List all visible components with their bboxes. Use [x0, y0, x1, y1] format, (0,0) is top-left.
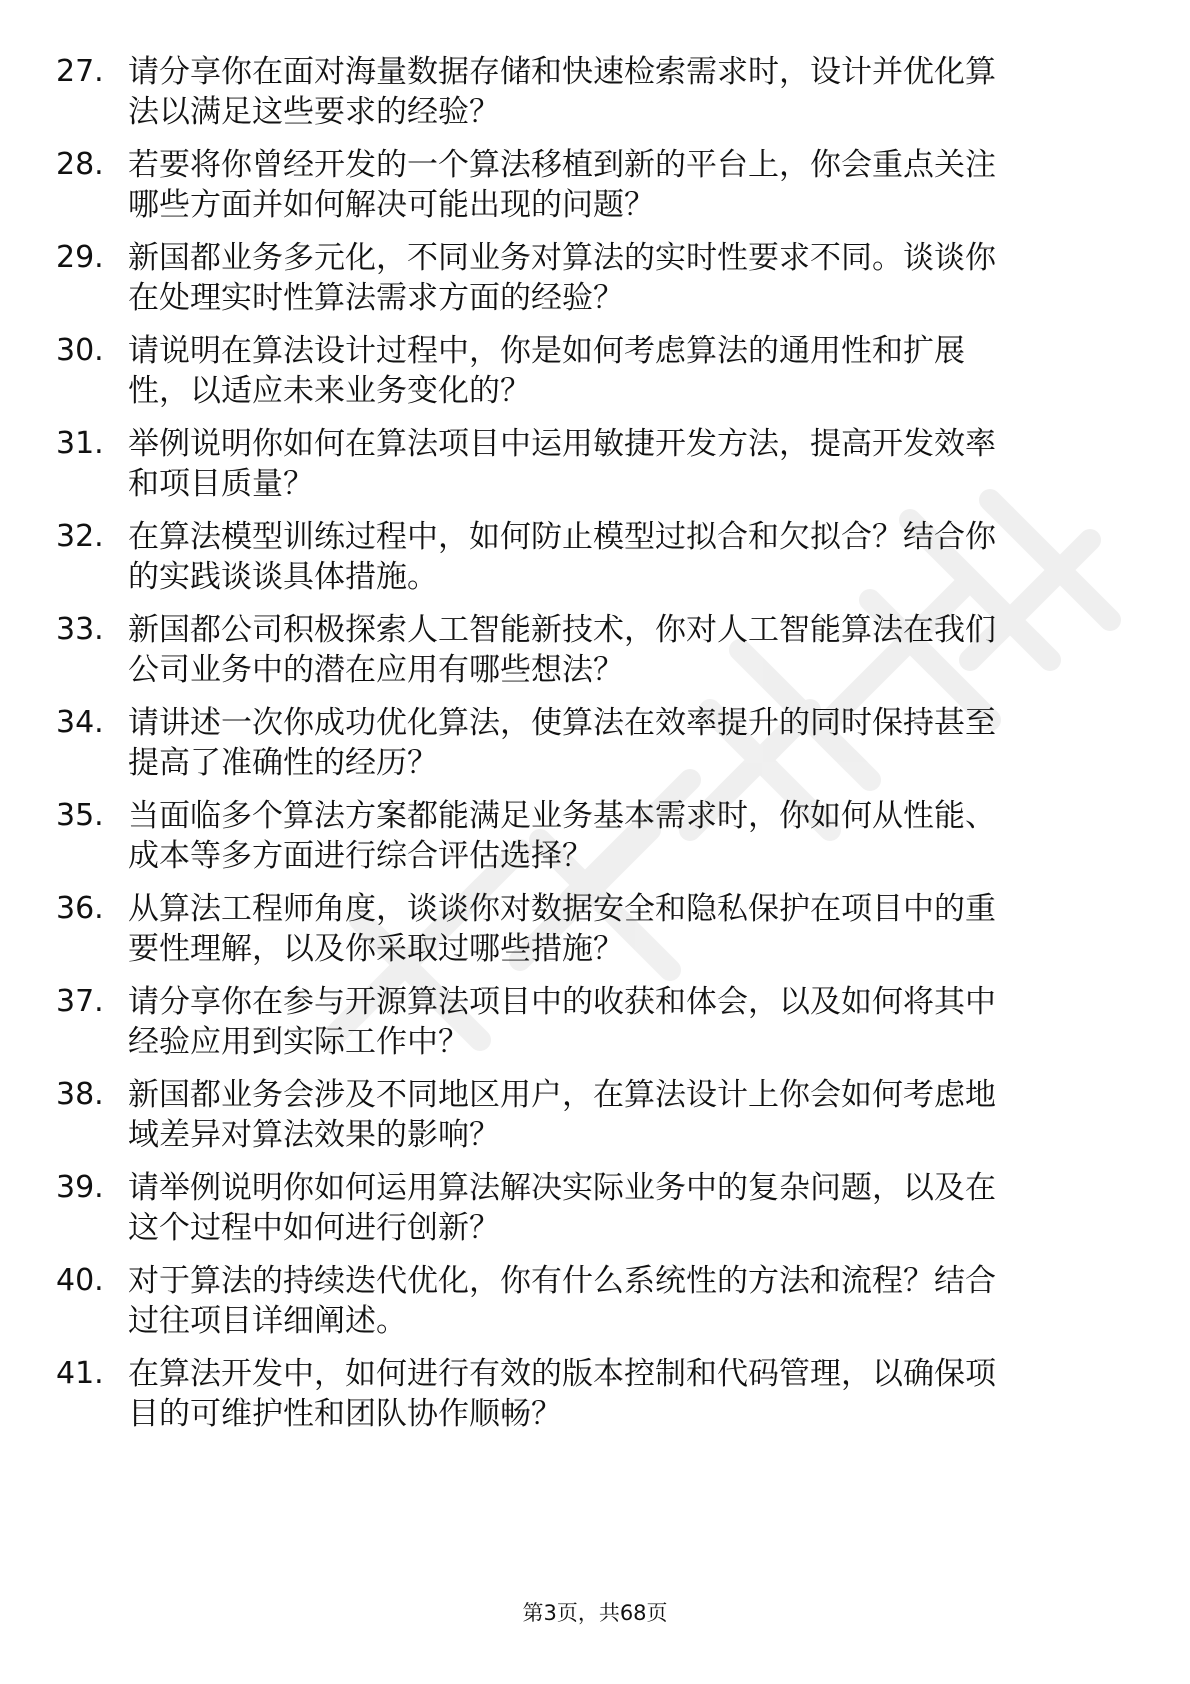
question-text: [128, 52, 1108, 132]
question-number: 36.: [56, 891, 104, 926]
question-line: 要性理解，以及你采取过哪些措施？: [128, 931, 624, 967]
question-line: 从算法工程师角度，谈谈你对数据安全和隐私保护在项目中的重: [128, 891, 996, 927]
question-line: 性，以适应未来业务变化的？: [128, 373, 531, 409]
question-number: 38.: [56, 1077, 104, 1112]
question-line: 新国都业务多元化，不同业务对算法的实时性要求不同。谈谈你: [128, 240, 996, 276]
question-number: 29.: [56, 240, 104, 275]
question-number: 30.: [56, 333, 104, 368]
question-text: [128, 1261, 1108, 1341]
question-line: 过往项目详细阐述。: [128, 1303, 407, 1339]
question-line: 新国都公司积极探索人工智能新技术，你对人工智能算法在我们: [128, 612, 996, 648]
question-text: [128, 238, 1108, 318]
question-number: 34.: [56, 705, 104, 740]
question-text: [128, 517, 1108, 597]
question-line: 在算法开发中，如何进行有效的版本控制和代码管理，以确保项: [128, 1356, 996, 1392]
question-text: [128, 982, 1108, 1062]
question-text: [128, 889, 1108, 969]
page-footer: [0, 1599, 1190, 1627]
question-line: 这个过程中如何进行创新？: [128, 1210, 500, 1246]
question-text: [128, 1354, 1108, 1434]
question-text: [128, 1168, 1108, 1248]
question-line: 在处理实时性算法需求方面的经验？: [128, 280, 624, 316]
question-line: 公司业务中的潜在应用有哪些想法？: [128, 652, 624, 688]
page-number-label: 第3页，共68页: [522, 1601, 668, 1625]
question-line: 请讲述一次你成功优化算法，使算法在效率提升的同时保持甚至: [128, 705, 996, 741]
question-number: 27.: [56, 54, 104, 89]
question-line: 目的可维护性和团队协作顺畅？: [128, 1396, 562, 1432]
question-line: 和项目质量？: [128, 466, 314, 502]
question-line: 请分享你在参与开源算法项目中的收获和体会，以及如何将其中: [128, 984, 996, 1020]
question-line: 在算法模型训练过程中，如何防止模型过拟合和欠拟合？结合你: [128, 519, 996, 555]
question-line: 法以满足这些要求的经验？: [128, 94, 500, 130]
question-line: 当面临多个算法方案都能满足业务基本需求时，你如何从性能、: [128, 798, 996, 834]
question-number: 35.: [56, 798, 104, 833]
question-line: 经验应用到实际工作中？: [128, 1024, 469, 1060]
question-line: 请分享你在面对海量数据存储和快速检索需求时，设计并优化算: [128, 54, 996, 90]
question-number: 37.: [56, 984, 104, 1019]
question-number: 33.: [56, 612, 104, 647]
question-number: 31.: [56, 426, 104, 461]
question-number: 28.: [56, 147, 104, 182]
question-number: 41.: [56, 1356, 104, 1391]
question-text: [128, 703, 1108, 783]
question-text: [128, 424, 1108, 504]
question-text: [128, 331, 1108, 411]
question-line: 哪些方面并如何解决可能出现的问题？: [128, 187, 655, 223]
question-text: [128, 796, 1108, 876]
question-line: 请说明在算法设计过程中，你是如何考虑算法的通用性和扩展: [128, 333, 965, 369]
question-number: 32.: [56, 519, 104, 554]
question-line: 的实践谈谈具体措施。: [128, 559, 438, 595]
question-line: 成本等多方面进行综合评估选择？: [128, 838, 593, 874]
question-line: 若要将你曾经开发的一个算法移植到新的平台上，你会重点关注: [128, 147, 996, 183]
question-number: 39.: [56, 1170, 104, 1205]
question-line: 提高了准确性的经历？: [128, 745, 438, 781]
question-line: 对于算法的持续迭代优化，你有什么系统性的方法和流程？结合: [128, 1263, 996, 1299]
question-line: 举例说明你如何在算法项目中运用敏捷开发方法，提高开发效率: [128, 426, 996, 462]
question-line: 域差异对算法效果的影响？: [128, 1117, 500, 1153]
question-line: 请举例说明你如何运用算法解决实际业务中的复杂问题，以及在: [128, 1170, 996, 1206]
question-number: 40.: [56, 1263, 104, 1298]
question-text: [128, 610, 1108, 690]
question-text: [128, 145, 1108, 225]
question-text: [128, 1075, 1108, 1155]
question-line: 新国都业务会涉及不同地区用户，在算法设计上你会如何考虑地: [128, 1077, 996, 1113]
